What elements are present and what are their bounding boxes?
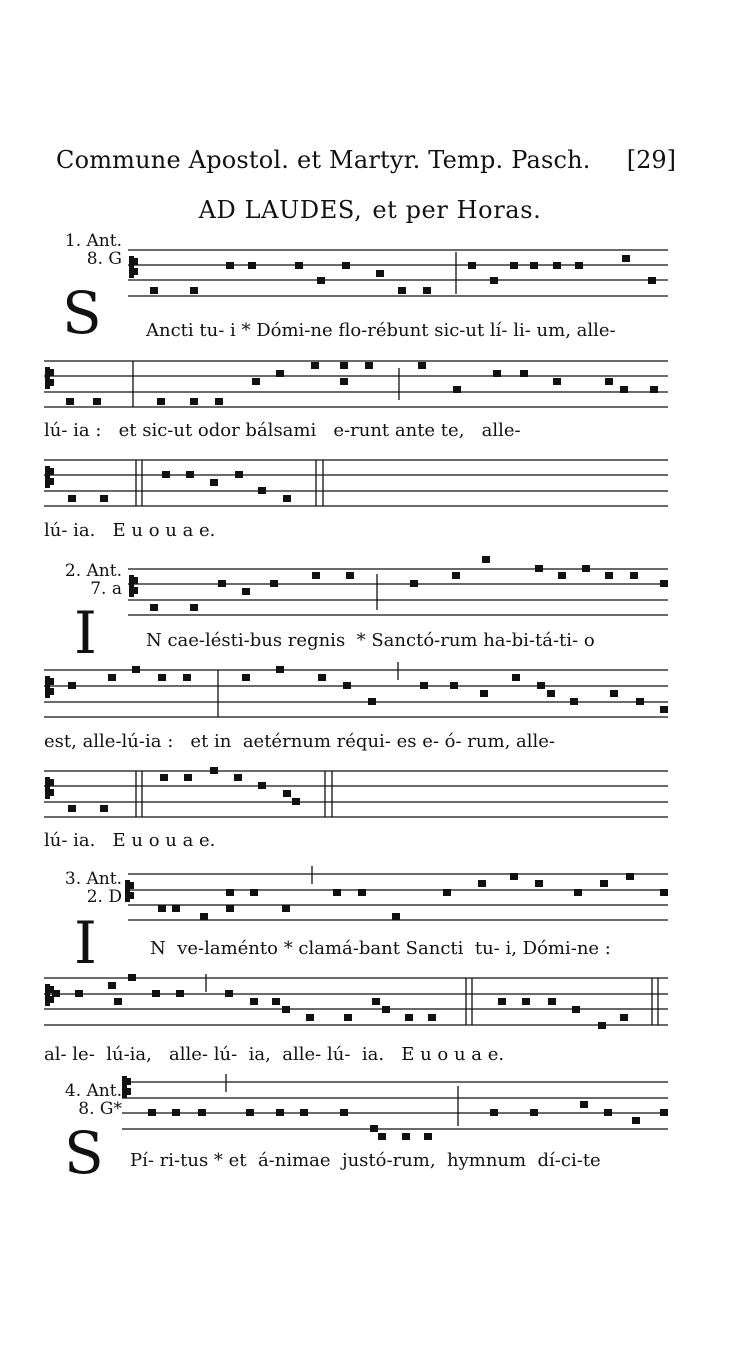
- antiphon-3-mode: 2. D: [86, 887, 122, 907]
- neume-notes: [52, 255, 668, 1140]
- running-title: Commune Apostol. et Martyr. Temp. Pasch.: [56, 146, 591, 174]
- section-title-caps: AD LAUDES,: [198, 196, 363, 224]
- antiphon-3-number: 3. Ant.: [64, 869, 122, 889]
- antiphon-4-initial: S: [64, 1119, 104, 1187]
- antiphon-1-lyric-line-3: lú- ia. E u o u a e.: [44, 520, 216, 541]
- antiphon-3-lyric-line-2: al- le- lú-ia, alle- lú- ia, alle- lú- ia. E u o u a e.: [44, 1044, 505, 1065]
- antiphon-1-lyric-line-2: lú- ia : et sic-ut odor bálsami e-runt ante te, alle-: [44, 420, 521, 441]
- antiphon-3-lyric-line-1: N ve-laménto * clamá-bant Sancti tu- i, Dómi-ne :: [150, 938, 611, 959]
- antiphon-1-lyric-line-1: Ancti tu- i * Dómi-ne flo-rébunt sic-ut lí- li- um, alle-: [146, 320, 616, 341]
- antiphon-4-number: 4. Ant.: [64, 1081, 122, 1101]
- page-number: [29]: [626, 146, 676, 174]
- antiphon-2-lyric-line-1: N cae-lésti-bus regnis * Sanctó-rum ha-bi-tá-ti- o: [146, 630, 595, 651]
- antiphon-2-lyric-line-2: est, alle-lú-ia : et in aetérnum réqui- es e- ó- rum, alle-: [44, 731, 555, 752]
- antiphon-2-mode: 7. a: [90, 579, 122, 599]
- antiphon-1-initial: S: [62, 279, 102, 347]
- antiphon-2-initial: I: [74, 599, 97, 667]
- antiphon-1-number: 1. Ant.: [64, 231, 122, 251]
- antiphon-3-initial: I: [74, 909, 97, 977]
- bar-lines: [133, 252, 658, 1126]
- staff-lines: [44, 250, 668, 1129]
- antiphon-4-mode: 8. G*: [78, 1099, 122, 1119]
- antiphon-1-mode: 8. G: [86, 249, 122, 269]
- antiphon-4-lyric-line-1: Pí- ri-tus * et á-nimae justó-rum, hymnum dí-ci-te: [130, 1150, 601, 1171]
- section-title-rest: et per Horas.: [372, 196, 542, 224]
- antiphon-2-number: 2. Ant.: [64, 561, 122, 581]
- clef-icons: [45, 256, 138, 1098]
- antiphon-2-lyric-line-3: lú- ia. E u o u a e.: [44, 830, 216, 851]
